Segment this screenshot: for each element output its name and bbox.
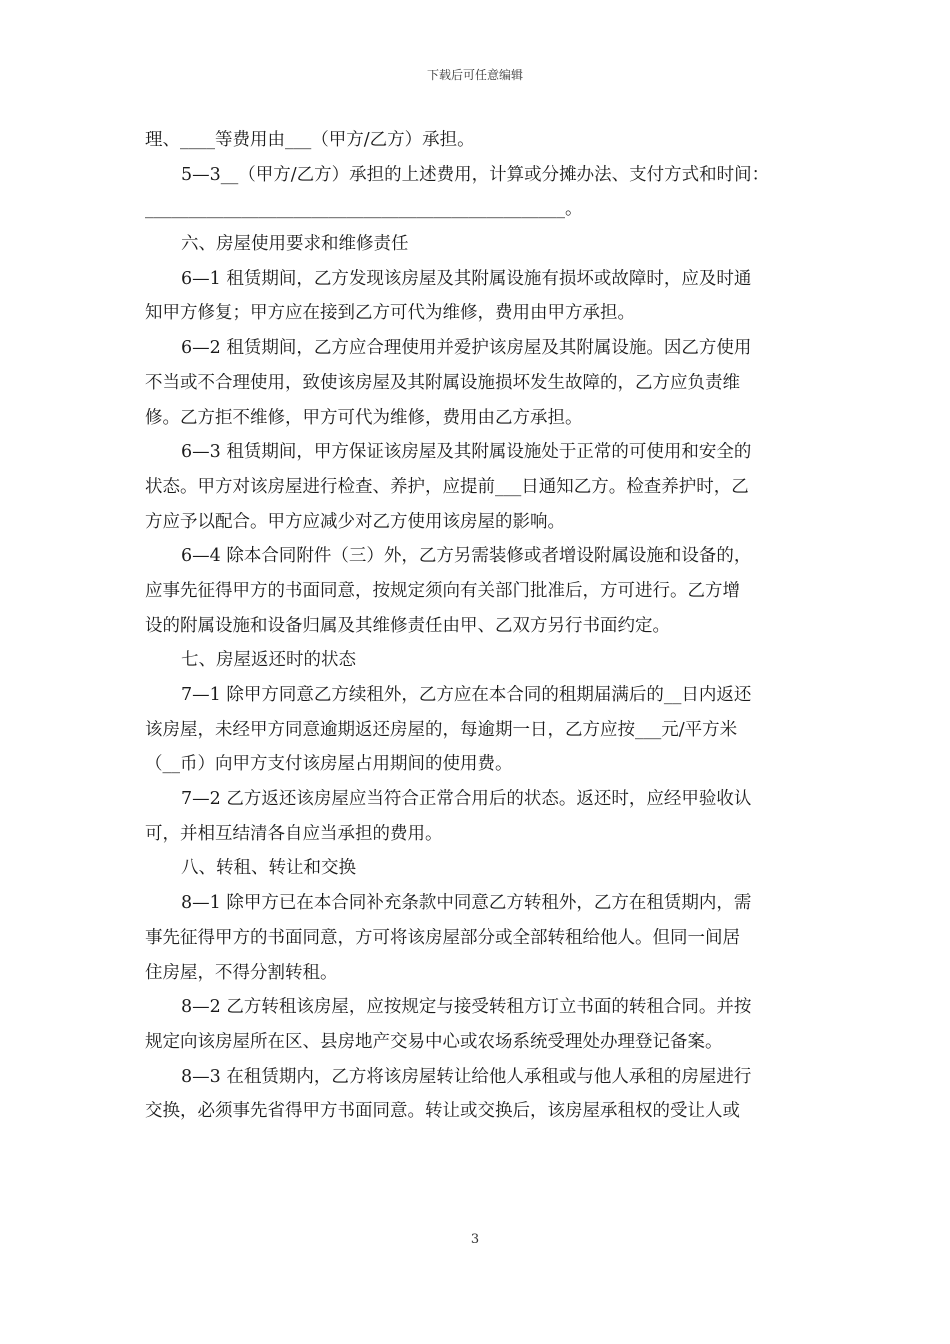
text-line: ________________________________________________。 [145, 199, 583, 220]
header-note: 下载后可任意编辑 [426, 68, 523, 82]
document-body [145, 123, 810, 1129]
text-line: （__币）向甲方支付该房屋占用期间的使用费。 [145, 754, 513, 775]
text-line: 8—3 在租赁期内，乙方将该房屋转让给他人承租或与他人承租的房屋进行 [181, 1066, 752, 1087]
text-line: 5—3__（甲方/乙方）承担的上述费用，计算或分摊办法、支付方式和时间： [181, 164, 770, 185]
text-line: 应事先征得甲方的书面同意，按规定须向有关部门批准后，方可进行。乙方增 [145, 580, 740, 601]
text-line: 事先征得甲方的书面同意，方可将该房屋部分或全部转租给他人。但同一间居 [145, 927, 740, 948]
text-line: 可，并相互结清各自应当承担的费用。 [145, 823, 443, 844]
text-line: 七、房屋返还时的状态 [181, 650, 356, 671]
text-line: 住房屋，不得分割转租。 [145, 962, 338, 983]
text-line: 不当或不合理使用，致使该房屋及其附属设施损坏发生故障的，乙方应负责维 [145, 372, 740, 393]
text-line: 6—2 租赁期间，乙方应合理使用并爱护该房屋及其附属设施。因乙方使用 [181, 338, 752, 359]
text-line: 8—1 除甲方已在本合同补充条款中同意乙方转租外，乙方在租赁期内，需 [181, 893, 752, 914]
page-number: 3 [470, 1232, 480, 1247]
text-line: 知甲方修复；甲方应在接到乙方可代为维修，费用由甲方承担。 [145, 303, 635, 324]
text-line: 六、房屋使用要求和维修责任 [181, 234, 409, 255]
text-line: 理、____等费用由___（甲方/乙方）承担。 [145, 130, 475, 150]
text-line: 7—2 乙方返还该房屋应当符合正常合用后的状态。返还时，应经甲验收认 [181, 789, 752, 810]
text-line: 规定向该房屋所在区、县房地产交易中心或农场系统受理处办理登记备案。 [145, 1031, 723, 1052]
text-line: 状态。甲方对该房屋进行检查、养护，应提前___日通知乙方。检查养护时，乙 [145, 476, 749, 497]
text-line: 6—4 除本合同附件（三）外，乙方另需装修或者增设附属设施和设备的， [181, 546, 752, 567]
text-line: 6—1 租赁期间，乙方发现该房屋及其附属设施有损坏或故障时，应及时通 [181, 268, 752, 289]
text-line: 修。乙方拒不维修，甲方可代为维修，费用由乙方承担。 [145, 407, 583, 428]
text-line: 该房屋，未经甲方同意逾期返还房屋的，每逾期一日，乙方应按___元/平方米 [145, 719, 738, 740]
text-line: 方应予以配合。甲方应减少对乙方使用该房屋的影响。 [145, 511, 565, 532]
text-line: 8—2 乙方转租该房屋，应按规定与接受转租方订立书面的转租合同。并按 [181, 997, 752, 1018]
text-line: 7—1 除甲方同意乙方续租外，乙方应在本合同的租期届满后的__日内返还 [181, 685, 752, 705]
text-line: 交换，必须事先省得甲方书面同意。转让或交换后，该房屋承租权的受让人或 [145, 1101, 740, 1122]
text-line: 6—3 租赁期间，甲方保证该房屋及其附属设施处于正常的可使用和安全的 [181, 442, 752, 463]
text-line: 设的附属设施和设备归属及其维修责任由甲、乙双方另行书面约定。 [145, 615, 670, 636]
text-line: 八、转租、转让和交换 [181, 858, 356, 879]
